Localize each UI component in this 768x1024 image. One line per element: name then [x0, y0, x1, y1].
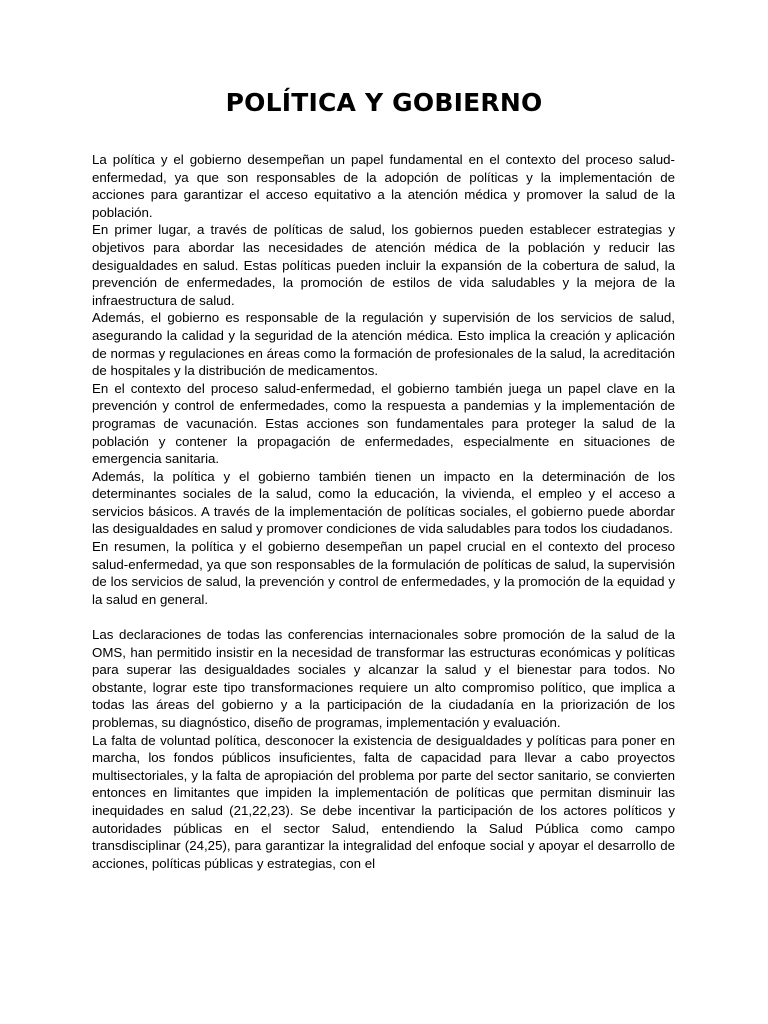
paragraph-who-declarations: Las declaraciones de todas las conferencias internacionales sobre promoción de la salud de la OMS, han permitido insistir en la necesidad de transformar las estructuras económicas y políticas para superar las desigualdades sociales y alcanzar la salud y el bienestar para todos. No obstante, lograr este tipo transformaciones requiere un alto compromiso político, que implica a todas las áreas del gobierno y a la participación de la ciudadanía en la priorización de los problemas, su diagnóstico, diseño de programas, implementación y evaluación.	[92, 627, 675, 730]
paragraph-disease-control: En el contexto del proceso salud-enfermedad, el gobierno también juega un papel clave en la prevención y control de enfermedades, como la respuesta a pandemias y la implementación de programas de vacunación. Estas acciones son fundamentales para proteger la salud de la población y contener la propagación de enfermedades, especialmente en situaciones de emergencia sanitaria.	[92, 380, 675, 467]
paragraph-health-policies: En primer lugar, a través de políticas de salud, los gobiernos pueden establecer estrategias y objetivos para abordar las necesidades de atención médica de la población y reducir las desigualdades en salud. Estas políticas pueden incluir la expansión de la cobertura de salud, la prevención de enfermedades, la promoción de estilos de vida saludables y la mejora de la infraestructura de salud.	[92, 222, 675, 308]
document-title: POLÍTICA Y GOBIERNO	[225, 88, 543, 117]
document-body	[92, 151, 675, 872]
paragraph-regulation: Además, el gobierno es responsable de la regulación y supervisión de los servicios de salud, asegurando la calidad y la seguridad de la atención médica. Esto implica la creación y aplicación de normas y regulaciones en áreas como la formación de profesionales de la salud, la acreditación de hospitales y la distribución de medicamentos.	[92, 310, 675, 379]
paragraph-intro: La política y el gobierno desempeñan un papel fundamental en el contexto del proceso salud-enfermedad, ya que son responsables de la adopción de políticas y la implementación de acciones para garantizar el acceso equitativo a la atención médica y promover la salud de la población.	[92, 152, 675, 220]
paragraph-political-will: La falta de voluntad política, desconocer la existencia de desigualdades y políticas para poner en marcha, los fondos públicos insuficientes, falta de capacidad para llevar a cabo proyectos multisectoriales, y la falta de apropiación del problema por parte del sector sanitario, se convierten entonces en limitantes que impiden la implementación de políticas que permitan disminuir las inequidades en salud (21,22,23). Se debe incentivar la participación de los actores políticos y autoridades públicas en el sector Salud, entendiendo la Salud Pública como campo transdisciplinar (24,25), para garantizar la integralidad del enfoque social y apoyar el desarrollo de acciones, políticas públicas y estrategias, con el	[92, 732, 675, 871]
paragraph-summary: En resumen, la política y el gobierno desempeñan un papel crucial en el contexto del proceso salud-enfermedad, ya que son responsables de la formulación de políticas de salud, la supervisión de los servicios de salud, la prevención y control de enfermedades, y la promoción de la equidad y la salud en general.	[92, 539, 675, 607]
paragraph-social-determinants: Además, la política y el gobierno también tienen un impacto en la determinación de los determinantes sociales de la salud, como la educación, la vivienda, el empleo y el acceso a servicios básicos. A través de la implementación de políticas sociales, el gobierno puede abordar las desigualdades en salud y promover condiciones de vida saludables para todos los ciudadanos.	[92, 468, 675, 537]
paragraph-spacer	[92, 608, 675, 626]
